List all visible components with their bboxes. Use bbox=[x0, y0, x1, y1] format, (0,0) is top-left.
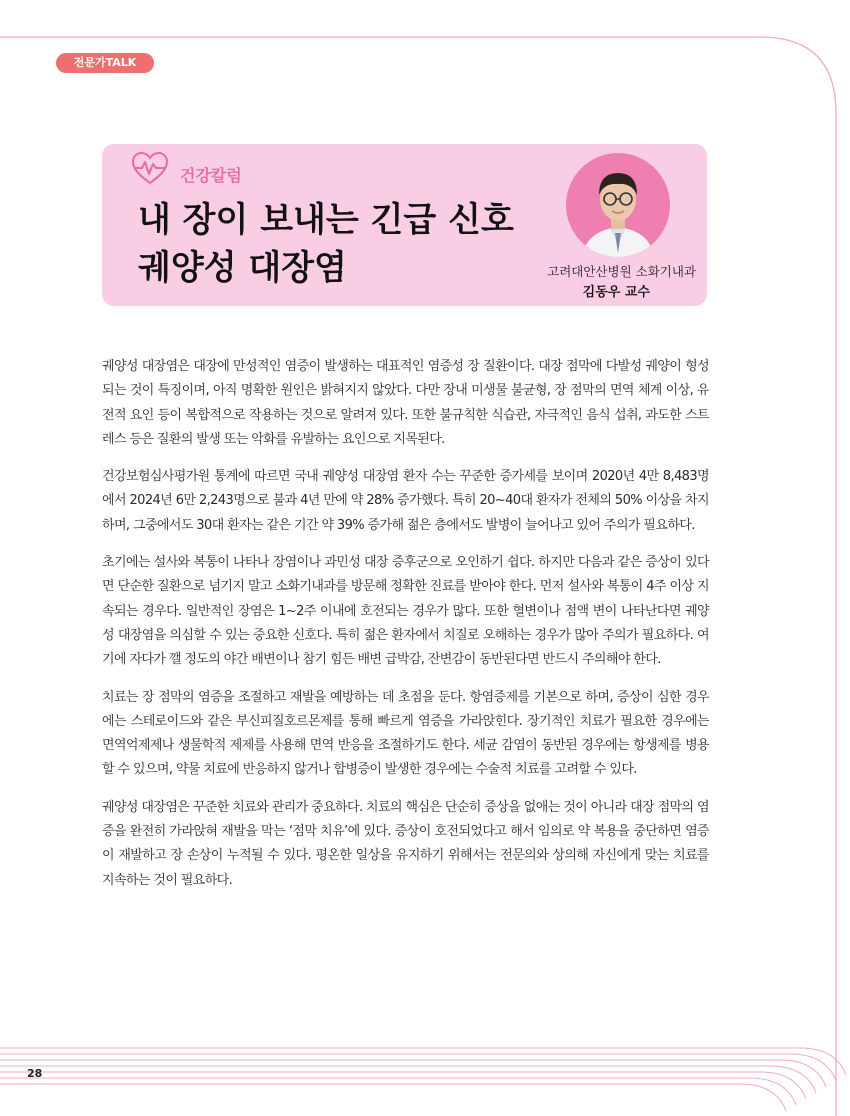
page-number: 28 bbox=[27, 1067, 43, 1080]
body-paragraph: 궤양성 대장염은 대장에 만성적인 염증이 발생하는 대표적인 염증성 장 질환이다. 대장 점막에 다발성 궤양이 형성되는 것이 특징이며, 아직 명확한 원인은 밝혀지지 않았다. 다만 장내 미생물 불균형, 장 점막의 면역 체계 이상, 유전적 요인 등이 복합적으로 작용하는 것으로 알려져 있다. 또한 불규칙한 식습관, 자극적인 음식 섭취, 과도한 스트레스 등은 질환의 발생 또는 악화를 유발하는 요인으로 지목된다. bbox=[102, 359, 709, 447]
body-paragraph: 초기에는 설사와 복통이 나타나 장염이나 과민성 대장 증후군으로 오인하기 쉽다. 하지만 다음과 같은 증상이 있다면 단순한 질환으로 넘기지 말고 소화기내과를 방문해 정확한 진료를 받아야 한다. 먼저 설사와 복통이 4주 이상 지속되는 경우다. 일반적인 장염은 1~2주 이내에 호전되는 경우가 많다. 또한 혈변이나 점액 변이 나타난다면 궤양성 대장염을 의심할 수 있는 중요한 신호다. 특히 젊은 환자에서 치질로 오해하는 경우가 많아 주의가 필요하다. 여기에 자다가 깰 정도의 야간 배변이나 참기 힘든 배변 급박감, 잔변감이 동반된다면 반드시 주의해야 한다. bbox=[102, 555, 709, 668]
body-paragraph: 치료는 장 점막의 염증을 조절하고 재발을 예방하는 데 초점을 둔다. 항염증제를 기본으로 하며, 증상이 심한 경우에는 스테로이드와 같은 부신피질호르몬제를 통해 빠르게 염증을 가라앉힌다. 장기적인 치료가 필요한 경우에는 면역억제제나 생물학적 제제를 사용해 면역 반응을 조절하기도 한다. 세균 감염이 동반된 경우에는 항생제를 병용할 수 있으며, 약물 치료에 반응하지 않거나 합병증이 발생한 경우에는 수술적 치료를 고려할 수 있다. bbox=[102, 689, 709, 778]
body-paragraph: 건강보험심사평가원 통계에 따르면 국내 궤양성 대장염 환자 수는 꾸준한 증가세를 보이며 2020년 4만 8,483명에서 2024년 6만 2,243명으로 불과 4년 만에 약 28% 증가했다. 특히 20~40대 환자가 전체의 50% 이상을 차지하며, 그중에서도 30대 환자는 같은 기간 약 39% 증가해 젊은 층에서도 발병이 늘어나고 있어 주의가 필요하다. bbox=[102, 469, 709, 533]
article-body bbox=[102, 355, 709, 906]
column-label: 건강칼럼 bbox=[180, 166, 242, 185]
heart-pulse-icon bbox=[130, 150, 170, 186]
title-line-2: 궤양성 대장염 bbox=[138, 248, 347, 288]
body-paragraph: 궤양성 대장염은 꾸준한 치료와 관리가 중요하다. 치료의 핵심은 단순히 증상을 없애는 것이 아니라 대장 점막의 염증을 완전히 가라앉혀 재발을 막는 ‘점막 치유’에 있다. 증상이 호전되었다고 해서 임의로 약 복용을 중단하면 염증이 재발하고 장 손상이 누적될 수 있다. 평온한 일상을 유지하기 위해서는 전문의와 상의해 자신에게 맞는 치료를 지속하는 것이 필요하다. bbox=[102, 799, 709, 888]
author-portrait bbox=[566, 153, 670, 257]
section-tag: 전문가TALK bbox=[56, 53, 154, 73]
article-title bbox=[138, 196, 514, 292]
title-line-1: 내 장이 보내는 긴급 신호 bbox=[138, 200, 514, 240]
portrait-illustration bbox=[566, 153, 670, 257]
author-affiliation: 고려대안산병원 소화기내과 bbox=[547, 264, 696, 279]
author-name: 김동우 교수 bbox=[582, 285, 650, 300]
